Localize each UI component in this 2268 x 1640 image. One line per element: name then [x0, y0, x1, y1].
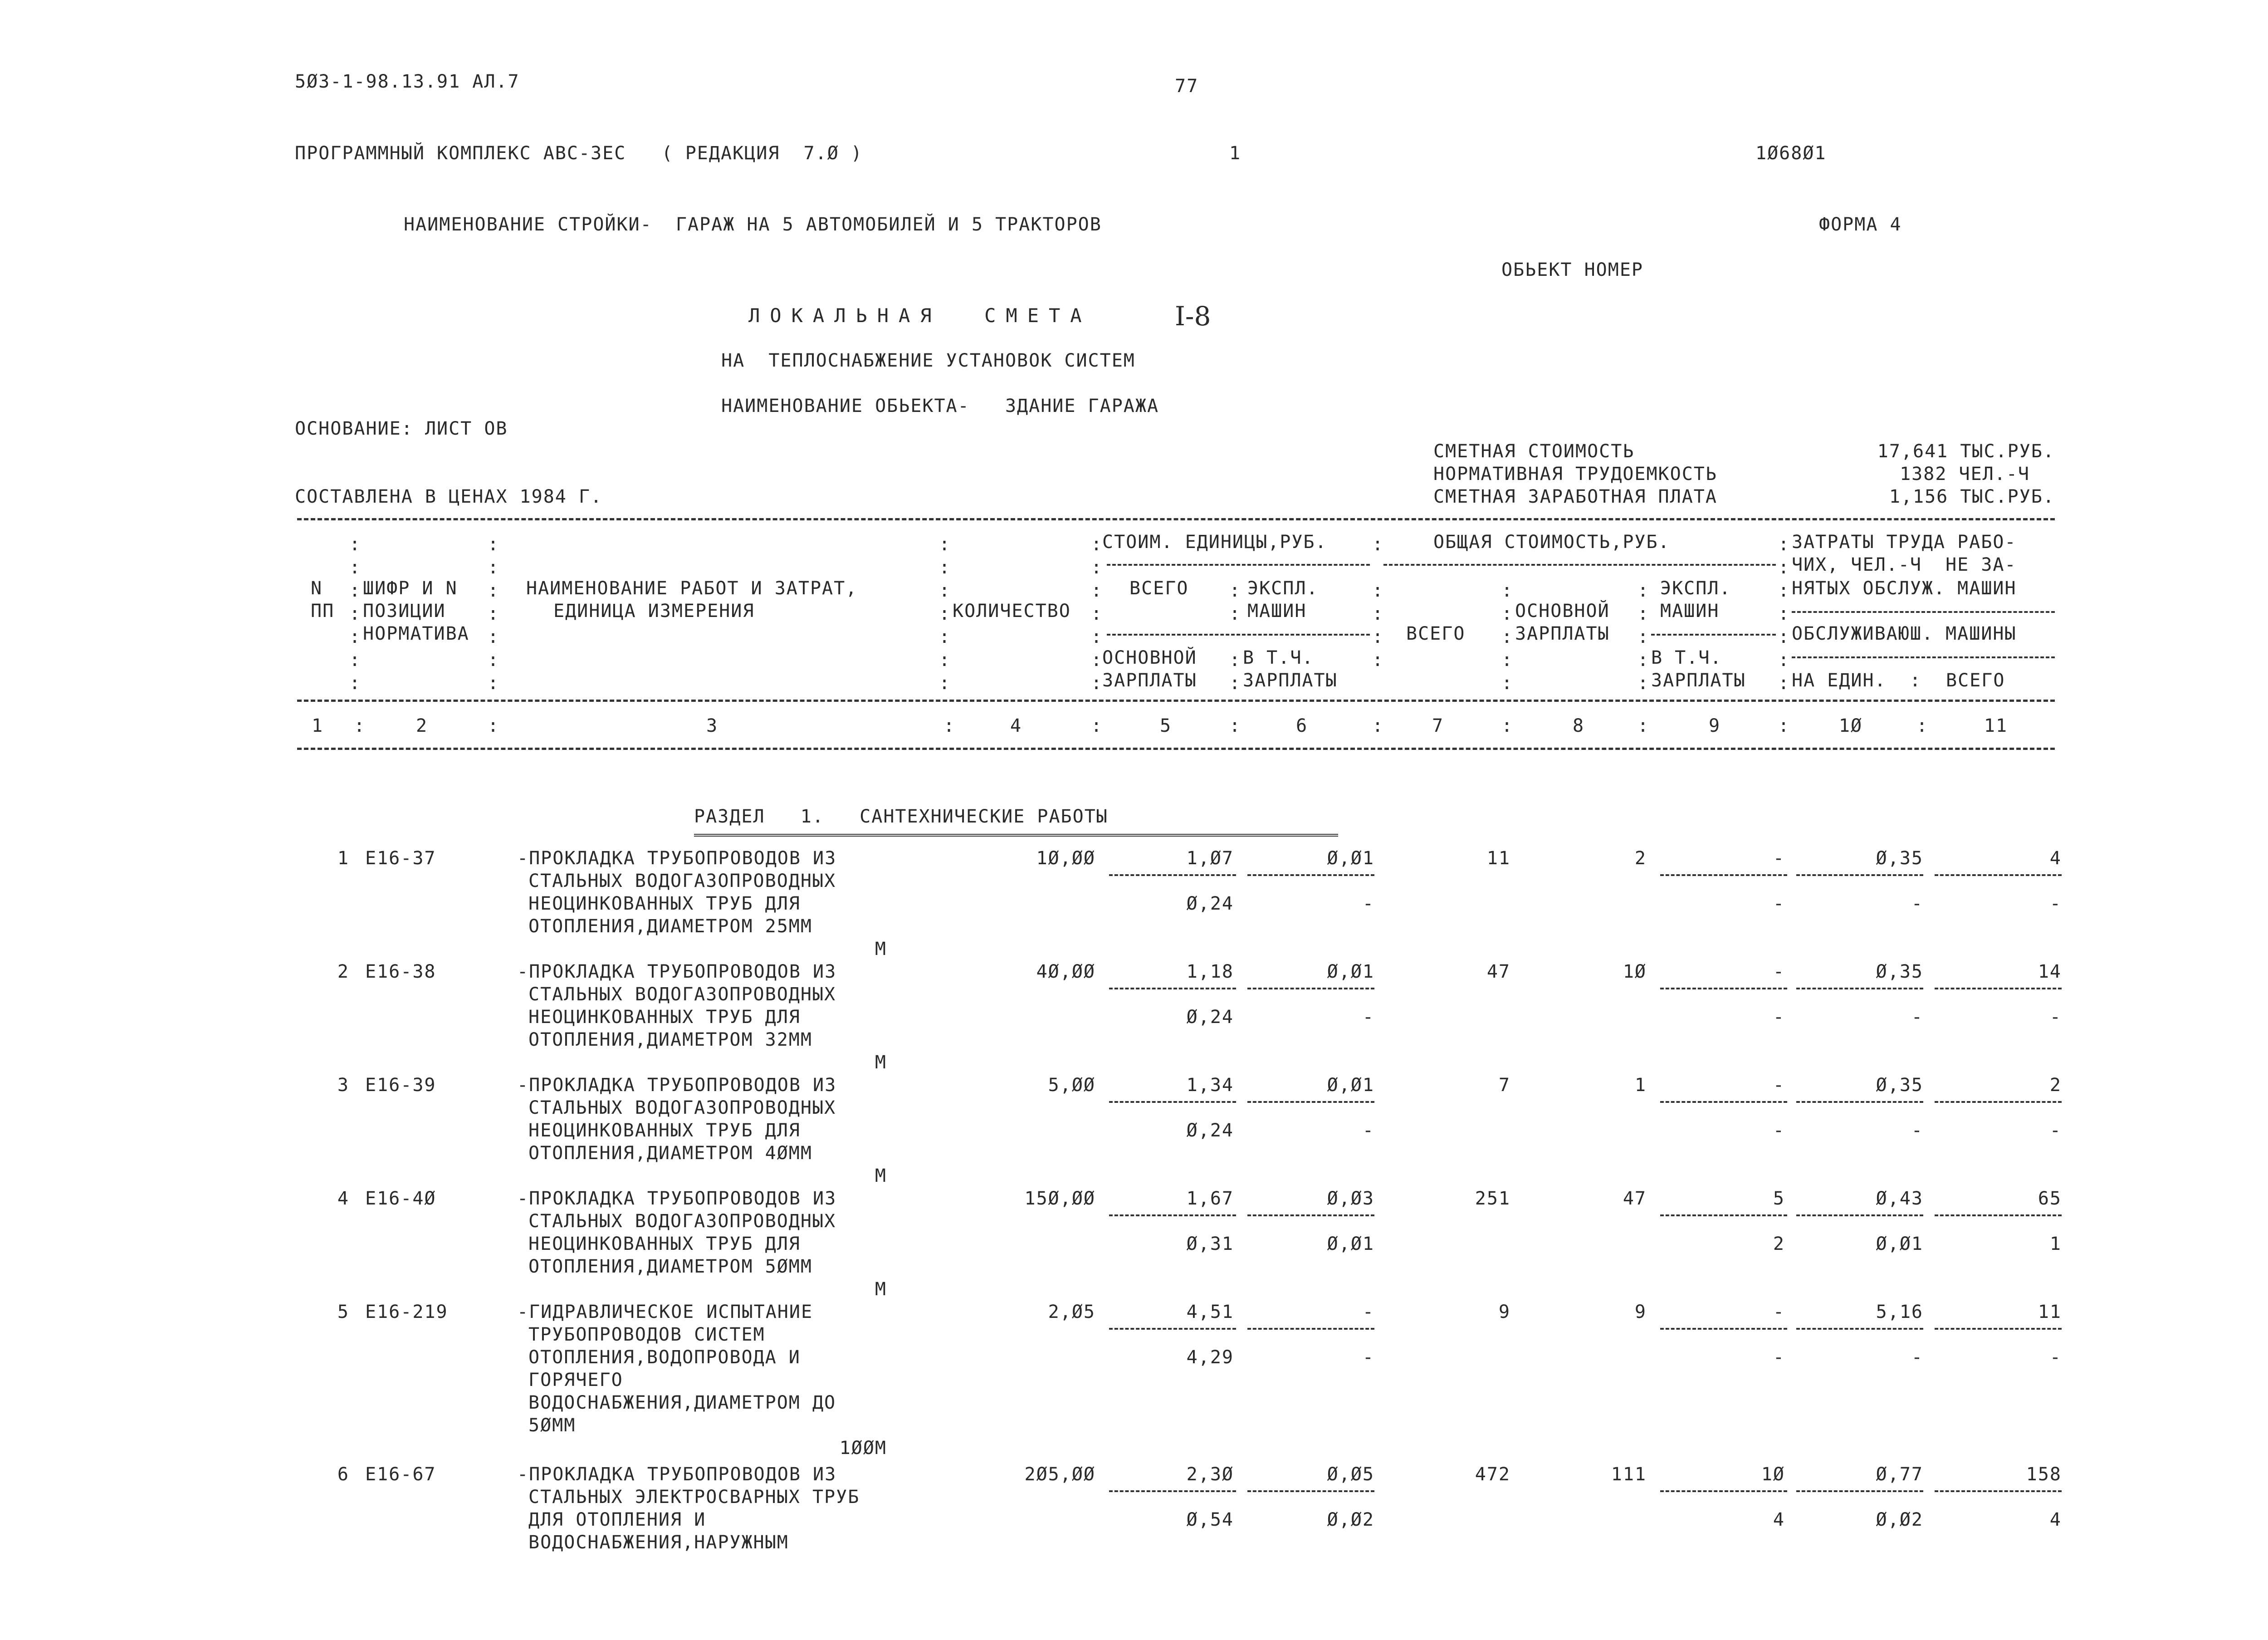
row-subrule: [1109, 874, 1236, 876]
basis: ОСНОВАНИЕ: ЛИСТ ОВ: [295, 418, 508, 439]
row-subrule: [1109, 988, 1236, 989]
total-cost-rule: [1383, 564, 1776, 566]
row-quantity: 2,Ø5: [1048, 1302, 1095, 1322]
row-subrule: [1660, 1214, 1787, 1216]
row-labor-total: 11: [2038, 1302, 2062, 1322]
row-description-line: НЕОЦИНКОВАННЫХ ТРУБ ДЛЯ: [528, 1234, 801, 1254]
row-unit-base-wages: Ø,24: [1186, 1007, 1234, 1028]
row-number: 5: [337, 1302, 349, 1322]
row-description-line: 5ØММ: [528, 1415, 576, 1436]
row-number: 1: [337, 848, 349, 869]
col-n-line1: N: [311, 578, 323, 599]
row-description-line: СТАЛЬНЫХ ЭЛЕКТРОСВАРНЫХ ТРУБ: [528, 1487, 860, 1508]
row-unit-incl-wages: Ø,Ø1: [1327, 1234, 1374, 1254]
col-num: 7: [1432, 715, 1444, 736]
summary-label-wages: СМЕТНАЯ ЗАРАБОТНАЯ ПЛАТА: [1433, 486, 1717, 507]
col-unit-mach-1: ЭКСПЛ.: [1247, 578, 1319, 599]
row-subrule: [1796, 874, 1923, 876]
object-number-label: ОБЬЕКТ НОМЕР: [1501, 259, 1643, 280]
unit-cost-rule: [1107, 564, 1370, 566]
row-total: 251: [1475, 1188, 1510, 1209]
row-mach: 5: [1773, 1188, 1785, 1209]
program-page: 1: [1229, 143, 1242, 164]
row-subrule: [1247, 1101, 1374, 1103]
row-subrule: [1935, 874, 2062, 876]
row-incl-wages: -: [1773, 1120, 1785, 1141]
col-tot-incl-1: В Т.Ч.: [1651, 647, 1722, 668]
row-subrule: [1796, 1214, 1923, 1216]
row-labor-serv-total: -: [2049, 1120, 2062, 1141]
row-base-wages: 2: [1634, 848, 1647, 869]
row-unit-total: 4,51: [1186, 1302, 1234, 1322]
row-unit-base-wages: Ø,54: [1186, 1509, 1234, 1530]
row-quantity: 4Ø,ØØ: [1036, 961, 1095, 982]
col-tot-all: ВСЕГО: [1406, 623, 1466, 644]
row-subrule: [1247, 988, 1374, 989]
header-rule-top: [297, 518, 2055, 520]
summary-label-cost: СМЕТНАЯ СТОИМОСТЬ: [1433, 441, 1635, 462]
row-unit: М: [875, 1279, 887, 1300]
row-description-line: ОТОПЛЕНИЯ,ДИАМЕТРОМ 5ØММ: [528, 1256, 812, 1277]
row-mach: 1Ø: [1761, 1464, 1785, 1485]
col-tot-mach-2: МАШИН: [1660, 601, 1720, 622]
col-code-line3: НОРМАТИВА: [363, 623, 469, 644]
row-incl-wages: -: [1773, 893, 1785, 914]
col-num: 8: [1572, 715, 1585, 736]
col-unit-total: ВСЕГО: [1129, 578, 1189, 599]
document-number: 1Ø68Ø1: [1755, 143, 1827, 164]
col-code-line2: ПОЗИЦИИ: [363, 601, 446, 622]
row-unit-total: 1,Ø7: [1186, 848, 1234, 869]
row-subrule: [1660, 874, 1787, 876]
row-code: Е16-4Ø: [365, 1188, 436, 1209]
row-base-wages: 1Ø: [1623, 961, 1647, 982]
row-labor-serv-unit: -: [1911, 1120, 1923, 1141]
row-incl-wages: 4: [1773, 1509, 1785, 1530]
row-labor-total: 158: [2026, 1464, 2062, 1485]
row-labor-unit: Ø,35: [1876, 848, 1923, 869]
row-description-line: ОТОПЛЕНИЯ,ДИАМЕТРОМ 32ММ: [528, 1029, 812, 1050]
col-code-line1: ШИФР И N: [363, 578, 458, 599]
row-unit-mach: Ø,Ø1: [1327, 848, 1374, 869]
row-description-line: ТРУБОПРОВОДОВ СИСТЕМ: [528, 1324, 765, 1345]
row-mach: -: [1773, 1075, 1785, 1096]
row-subrule: [1935, 1490, 2062, 1492]
col-num: 6: [1295, 715, 1308, 736]
row-total: 7: [1498, 1075, 1510, 1096]
row-subrule: [1796, 1328, 1923, 1330]
row-number: 4: [337, 1188, 349, 1209]
row-labor-serv-unit: -: [1911, 1347, 1923, 1368]
row-quantity: 5,ØØ: [1048, 1075, 1095, 1096]
col-unit-base-2: ЗАРПЛАТЫ: [1102, 670, 1197, 691]
row-subrule: [1935, 1214, 2062, 1216]
row-description-line: НЕОЦИНКОВАННЫХ ТРУБ ДЛЯ: [528, 893, 801, 914]
project-name: НАИМЕНОВАНИЕ СТРОЙКИ- ГАРАЖ НА 5 АВТОМОБИЛЕЙ И 5 ТРАКТОРОВ: [404, 214, 1102, 235]
row-total: 472: [1475, 1464, 1510, 1485]
col-name-line2: ЕДИНИЦА ИЗМЕРЕНИЯ: [553, 601, 755, 622]
col-tot-incl-2: ЗАРПЛАТЫ: [1651, 670, 1746, 691]
col-tot-base-2: ЗАРПЛАТЫ: [1515, 623, 1610, 644]
row-incl-wages: 2: [1773, 1234, 1785, 1254]
col-num: 3: [706, 715, 719, 736]
row-code: Е16-219: [365, 1302, 448, 1322]
row-labor-serv-total: 4: [2049, 1509, 2062, 1530]
program-title: ПРОГРАММНЫЙ КОМПЛЕКС АВС-3ЕС ( РЕДАКЦИЯ 7.Ø ): [295, 143, 863, 164]
col-unit-base-1: ОСНОВНОЙ: [1102, 647, 1197, 668]
row-subrule: [1796, 988, 1923, 989]
row-quantity: 15Ø,ØØ: [1024, 1188, 1095, 1209]
row-unit-total: 1,34: [1186, 1075, 1234, 1096]
row-base-wages: 9: [1634, 1302, 1647, 1322]
row-description-line: СТАЛЬНЫХ ВОДОГАЗОПРОВОДНЫХ: [528, 984, 836, 1005]
row-description-line: ОТОПЛЕНИЯ,ДИАМЕТРОМ 25ММ: [528, 916, 812, 937]
row-labor-serv-total: -: [2049, 1347, 2062, 1368]
row-subrule: [1109, 1490, 1236, 1492]
row-labor-unit: 5,16: [1876, 1302, 1923, 1322]
row-unit-mach: Ø,Ø1: [1327, 1075, 1374, 1096]
row-number: 3: [337, 1075, 349, 1096]
row-base-wages: 111: [1611, 1464, 1647, 1485]
row-unit-total: 1,18: [1186, 961, 1234, 982]
col-labor-2: ЧИХ, ЧЕЛ.-Ч НЕ ЗА-: [1792, 554, 2017, 575]
estimate-number: I-8: [1175, 301, 1211, 332]
row-total: 47: [1486, 961, 1510, 982]
row-description-line: -ПРОКЛАДКА ТРУБОПРОВОДОВ ИЗ: [517, 1075, 837, 1096]
labor-rule-2: [1792, 656, 2055, 658]
col-labor-total: ВСЕГО: [1946, 670, 2005, 691]
col-num: 11: [1984, 715, 2008, 736]
row-labor-serv-total: 1: [2049, 1234, 2062, 1254]
row-unit: М: [875, 1165, 887, 1186]
row-quantity: 2Ø5,ØØ: [1024, 1464, 1095, 1485]
row-subrule: [1935, 1328, 2062, 1330]
row-unit-mach: Ø,Ø3: [1327, 1188, 1374, 1209]
labor-rule-1: [1792, 611, 2055, 613]
row-labor-unit: Ø,35: [1876, 961, 1923, 982]
row-number: 2: [337, 961, 349, 982]
row-labor-unit: Ø,43: [1876, 1188, 1923, 1209]
row-number: 6: [337, 1464, 349, 1485]
row-subrule: [1247, 1490, 1374, 1492]
row-subrule: [1660, 988, 1787, 989]
row-labor-unit: Ø,35: [1876, 1075, 1923, 1096]
header-rule-bottom: [297, 748, 2055, 750]
header-rule-mid: [297, 700, 2055, 702]
row-labor-serv-unit: Ø,Ø2: [1876, 1509, 1923, 1530]
row-subrule: [1247, 874, 1374, 876]
row-base-wages: 47: [1623, 1188, 1647, 1209]
row-description-line: ВОДОСНАБЖЕНИЯ,ДИАМЕТРОМ ДО: [528, 1392, 836, 1413]
row-description-line: НЕОЦИНКОВАННЫХ ТРУБ ДЛЯ: [528, 1120, 801, 1141]
form-label: ФОРМА 4: [1819, 214, 1902, 235]
document-page: 5Ø3-1-98.13.91 АЛ.7 77 ПРОГРАММНЫЙ КОМПЛЕКС АВС-3ЕС ( РЕДАКЦИЯ 7.Ø ) 1 1Ø68Ø1 НАИМЕНОВАНИЕ СТРОЙКИ- ГАРАЖ НА 5 АВТОМОБИЛЕЙ И 5 ТРАКТОРОВ ФОРМА 4 ОБЬЕКТ НОМЕР ЛОКАЛЬНАЯ СМЕТА I-8 НА ТЕПЛОСНАБЖЕНИЕ УСТАНОВОК СИСТЕМ НАИМЕНОВАНИЕ ОБЬЕКТА- ЗДАНИЕ ГАРАЖА ОСНОВАНИЕ: ЛИСТ ОВ СМЕТНАЯ СТОИМОСТЬ 17,641 ТЫС.РУБ. НОРМАТИВНАЯ ТРУДОЕМКОСТЬ 1382 ЧЕЛ.-Ч СОСТАВЛЕНА В ЦЕНАХ 1984 Г. СМЕТНАЯ ЗАРАБОТНАЯ ПЛАТА 1,156 ТЫС.РУБ. : : : : : : : : : : : : : : : : : : : : : : : : : : : : : : : : : : : : : : : : : : : : : : : : : : : : : : N ПП ШИФР И N ПОЗИЦИИ НОРМАТИВА НАИМЕНОВАНИЕ РАБОТ И ЗАТРАТ, ЕДИНИЦА ИЗМЕРЕНИЯ КОЛИЧЕСТВО СТОИМ. ЕДИНИЦЫ,РУБ. ВСЕГО ЭКСПЛ. МАШИН ОСНОВНОЙ ЗАРПЛАТЫ В Т.Ч. ЗАРПЛАТЫ ОБЩАЯ СТОИМОСТЬ,РУБ. ВСЕГО ОСНОВНОЙ ЗАРПЛАТЫ ЭКСПЛ. МАШИН В Т.Ч. ЗАРПЛАТЫ ЗАТРАТЫ ТРУДА РАБО- ЧИХ, ЧЕЛ.-Ч НЕ ЗА- НЯТЫХ ОБСЛУЖ. МАШИН ОБСЛУЖИВАЮШ. МАШИНЫ НА ЕДИН. : ВСЕГО 1 2 3 4 5 6 7 8 9 1Ø 11 : : : : : : : : : : РАЗДЕЛ 1. САНТЕХНИЧЕСКИЕ РАБОТЫ 1 Е16-37 -ПРОКЛАДКА ТРУБОПРОВОДОВ ИЗ СТАЛЬНЫХ ВОДОГАЗОПРОВОДНЫХ НЕОЦИНКОВАННЫХ ТРУБ ДЛЯ ОТОПЛЕНИЯ,ДИАМЕТРОМ 25ММ М 1Ø,ØØ 1,Ø7 Ø,Ø1 11 2 - Ø,35 4 Ø,24 - - - - 2 Е16-38 -ПРОКЛАДКА ТРУБОПРОВОДОВ ИЗ СТАЛЬНЫХ ВОДОГАЗОПРОВОДНЫХ НЕОЦИНКОВАННЫХ ТРУБ ДЛЯ ОТОПЛЕНИЯ,ДИАМЕТРОМ 32ММ М 4Ø,ØØ 1,18 Ø,Ø1 47 1Ø - Ø,35 14 Ø,24 - - - - 3 Е16-39 -ПРОКЛАДКА ТРУБОПРОВОДОВ ИЗ СТАЛЬНЫХ ВОДОГАЗОПРОВОДНЫХ НЕОЦИНКОВАННЫХ ТРУБ ДЛЯ ОТОПЛЕНИЯ,ДИАМЕТРОМ 4ØММ М 5,ØØ 1,34 Ø,Ø1 7 1 - Ø,35 2 Ø,24 - - - - 4 Е16-4Ø -ПРОКЛАДКА ТРУБОПРОВОДОВ ИЗ СТАЛЬНЫХ ВОДОГАЗОПРОВОДНЫХ НЕОЦИНКОВАННЫХ ТРУБ ДЛЯ ОТОПЛЕНИЯ,ДИАМЕТРОМ 5ØММ М 15Ø,ØØ 1,67 Ø,Ø3 251 47 5 Ø,43 65 Ø,31 Ø,Ø1 2 Ø,Ø1 1 5 Е16-219 -ГИДРАВЛИЧЕСКОЕ ИСПЫТАНИЕ ТРУБОПРОВОДОВ СИСТЕМ ОТОПЛЕНИЯ,ВОДОПРОВОДА И ГОРЯЧЕГО ВОДОСНАБЖЕНИЯ,ДИАМЕТРОМ ДО 5ØММ 1ØØМ 2,Ø5 4,51 - 9 9 - 5,16 11 4,29 - - - - 6 Е16-67 -ПРОКЛАДКА ТРУБОПРОВОДОВ ИЗ СТАЛЬНЫХ ЭЛЕКТРОСВАРНЫХ ТРУБ ДЛЯ ОТОПЛЕНИЯ И ВОДОСНАБЖЕНИЯ,НАРУЖНЫМ 2Ø5,ØØ 2,3Ø Ø,Ø5 472 111 1Ø Ø,77 158 Ø,54 Ø,Ø2 4 Ø,Ø2 4: [0, 0, 2268, 1640]
unit-sub-rule: [1107, 634, 1370, 636]
col-qty: КОЛИЧЕСТВО: [953, 601, 1071, 622]
row-unit-incl-wages: -: [1362, 1347, 1374, 1368]
summary-value-cost: 17,641 ТЫС.РУБ.: [1877, 441, 2055, 462]
col-num: 4: [1010, 715, 1022, 736]
col-num: 2: [415, 715, 428, 736]
document-code: 5Ø3-1-98.13.91 АЛ.7: [295, 71, 520, 92]
col-num: 1Ø: [1838, 715, 1863, 736]
row-unit-mach: Ø,Ø5: [1327, 1464, 1374, 1485]
col-num: 5: [1159, 715, 1172, 736]
col-unit-mach-2: МАШИН: [1247, 601, 1307, 622]
row-mach: -: [1773, 848, 1785, 869]
row-description-line: ВОДОСНАБЖЕНИЯ,НАРУЖНЫМ: [528, 1532, 789, 1553]
row-subrule: [1796, 1490, 1923, 1492]
row-unit-incl-wages: -: [1362, 893, 1374, 914]
row-labor-serv-unit: -: [1911, 893, 1923, 914]
row-code: Е16-39: [365, 1075, 436, 1096]
object-name: НАИМЕНОВАНИЕ ОБЬЕКТА- ЗДАНИЕ ГАРАЖА: [721, 396, 1159, 416]
row-base-wages: 1: [1634, 1075, 1647, 1096]
row-subrule: [1247, 1214, 1374, 1216]
row-labor-total: 65: [2038, 1188, 2062, 1209]
row-subrule: [1660, 1490, 1787, 1492]
tot-mach-rule: [1651, 634, 1776, 636]
row-subrule: [1660, 1328, 1787, 1330]
col-total-cost: ОБЩАЯ СТОИМОСТЬ,РУБ.: [1433, 532, 1670, 553]
page-number: 77: [1175, 76, 1199, 97]
row-description-line: ДЛЯ ОТОПЛЕНИЯ И: [528, 1509, 706, 1530]
row-description-line: ОТОПЛЕНИЯ,ДИАМЕТРОМ 4ØММ: [528, 1143, 812, 1164]
row-subrule: [1935, 1101, 2062, 1103]
col-tot-base-1: ОСНОВНОЙ: [1515, 601, 1610, 622]
row-incl-wages: -: [1773, 1007, 1785, 1028]
row-unit: М: [875, 939, 887, 960]
row-description-line: ГОРЯЧЕГО: [528, 1370, 623, 1390]
row-subrule: [1109, 1101, 1236, 1103]
row-description-line: СТАЛЬНЫХ ВОДОГАЗОПРОВОДНЫХ: [528, 1097, 836, 1118]
col-unit-incl-1: В Т.Ч.: [1243, 647, 1314, 668]
row-description-line: -ПРОКЛАДКА ТРУБОПРОВОДОВ ИЗ: [517, 848, 837, 869]
section-underline: [694, 834, 1338, 838]
row-labor-serv-unit: -: [1911, 1007, 1923, 1028]
row-incl-wages: -: [1773, 1347, 1785, 1368]
row-mach: -: [1773, 961, 1785, 982]
col-unit-cost: СТОИМ. ЕДИНИЦЫ,РУБ.: [1102, 532, 1327, 553]
row-code: Е16-37: [365, 848, 436, 869]
row-unit-incl-wages: -: [1362, 1007, 1374, 1028]
col-num: 9: [1708, 715, 1721, 736]
col-labor-3: НЯТЫХ ОБСЛУЖ. МАШИН: [1792, 578, 2017, 599]
row-description-line: -ПРОКЛАДКА ТРУБОПРОВОДОВ ИЗ: [517, 1464, 837, 1485]
row-description-line: -ПРОКЛАДКА ТРУБОПРОВОДОВ ИЗ: [517, 1188, 837, 1209]
row-description-line: -ГИДРАВЛИЧЕСКОЕ ИСПЫТАНИЕ: [517, 1302, 813, 1322]
row-unit-base-wages: 4,29: [1186, 1347, 1234, 1368]
row-total: 11: [1486, 848, 1510, 869]
row-labor-total: 4: [2049, 848, 2062, 869]
row-subrule: [1935, 988, 2062, 989]
section-title: РАЗДЕЛ 1. САНТЕХНИЧЕСКИЕ РАБОТЫ: [694, 806, 1108, 827]
row-labor-serv-unit: Ø,Ø1: [1876, 1234, 1923, 1254]
col-n-line2: ПП: [311, 601, 335, 622]
col-name-line1: НАИМЕНОВАНИЕ РАБОТ И ЗАТРАТ,: [526, 578, 858, 599]
row-labor-total: 2: [2049, 1075, 2062, 1096]
row-unit-incl-wages: Ø,Ø2: [1327, 1509, 1374, 1530]
row-description-line: ОТОПЛЕНИЯ,ВОДОПРОВОДА И: [528, 1347, 801, 1368]
col-num: 1: [311, 715, 324, 736]
row-labor-serv-total: -: [2049, 1007, 2062, 1028]
row-unit-mach: -: [1362, 1302, 1374, 1322]
row-unit-base-wages: Ø,31: [1186, 1234, 1234, 1254]
col-labor-1: ЗАТРАТЫ ТРУДА РАБО-: [1792, 532, 2017, 553]
summary-value-wages: 1,156 ТЫС.РУБ.: [1889, 486, 2055, 507]
row-quantity: 1Ø,ØØ: [1036, 848, 1095, 869]
row-unit-mach: Ø,Ø1: [1327, 961, 1374, 982]
col-labor-serv: ОБСЛУЖИВАЮШ. МАШИНЫ: [1792, 623, 2017, 644]
row-unit-incl-wages: -: [1362, 1120, 1374, 1141]
estimate-title: ЛОКАЛЬНАЯ СМЕТА: [748, 304, 1092, 327]
row-mach: -: [1773, 1302, 1785, 1322]
row-subrule: [1247, 1328, 1374, 1330]
row-subrule: [1109, 1214, 1236, 1216]
col-tot-mach-1: ЭКСПЛ.: [1660, 578, 1731, 599]
row-unit-base-wages: Ø,24: [1186, 1120, 1234, 1141]
row-description-line: НЕОЦИНКОВАННЫХ ТРУБ ДЛЯ: [528, 1007, 801, 1028]
row-unit-total: 1,67: [1186, 1188, 1234, 1209]
row-unit: М: [875, 1052, 887, 1073]
prices-year: СОСТАВЛЕНА В ЦЕНАХ 1984 Г.: [295, 486, 603, 507]
row-unit-base-wages: Ø,24: [1186, 893, 1234, 914]
summary-label-labor: НОРМАТИВНАЯ ТРУДОЕМКОСТЬ: [1433, 464, 1717, 485]
col-unit-incl-2: ЗАРПЛАТЫ: [1243, 670, 1338, 691]
row-code: Е16-67: [365, 1464, 436, 1485]
estimate-subject: НА ТЕПЛОСНАБЖЕНИЕ УСТАНОВОК СИСТЕМ: [721, 350, 1135, 371]
row-total: 9: [1498, 1302, 1510, 1322]
row-description-line: СТАЛЬНЫХ ВОДОГАЗОПРОВОДНЫХ: [528, 871, 836, 891]
summary-value-labor: 1382 ЧЕЛ.-Ч: [1900, 464, 2030, 485]
row-labor-unit: Ø,77: [1876, 1464, 1923, 1485]
row-subrule: [1660, 1101, 1787, 1103]
col-labor-unit: НА ЕДИН.: [1792, 670, 1887, 691]
row-description-line: -ПРОКЛАДКА ТРУБОПРОВОДОВ ИЗ: [517, 961, 837, 982]
row-labor-total: 14: [2038, 961, 2062, 982]
row-subrule: [1796, 1101, 1923, 1103]
row-unit: 1ØØМ: [839, 1438, 887, 1459]
row-code: Е16-38: [365, 961, 436, 982]
row-labor-serv-total: -: [2049, 893, 2062, 914]
row-description-line: СТАЛЬНЫХ ВОДОГАЗОПРОВОДНЫХ: [528, 1211, 836, 1232]
row-unit-total: 2,3Ø: [1186, 1464, 1234, 1485]
row-subrule: [1109, 1328, 1236, 1330]
